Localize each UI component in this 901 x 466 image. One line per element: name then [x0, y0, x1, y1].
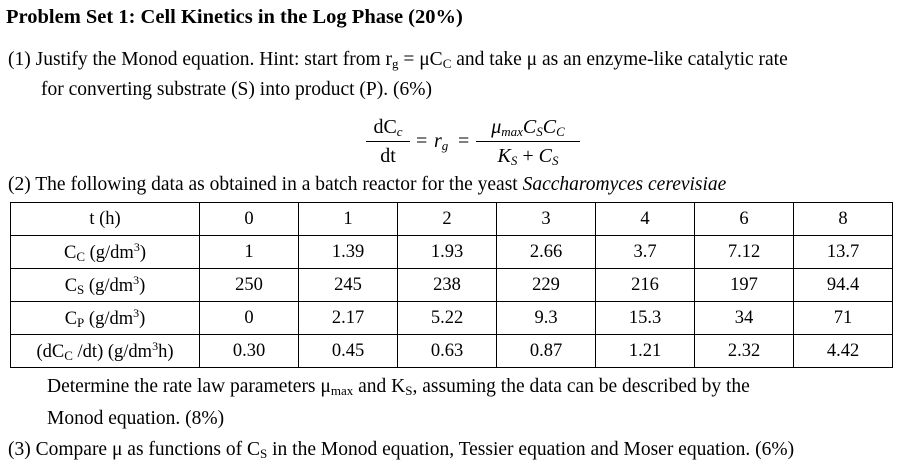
table-cell: 13.7 [794, 236, 893, 269]
table-row [11, 203, 893, 236]
table-cell: 0 [200, 203, 299, 236]
table-cell: 0.45 [299, 335, 398, 368]
equals-sign: = [416, 130, 428, 152]
table-cell: 6 [695, 203, 794, 236]
equals-sign: = [458, 130, 470, 152]
table-cell: 15.3 [596, 302, 695, 335]
table-cell: 250 [200, 269, 299, 302]
row-label: $C_C$ $(g/dm^3)$ [11, 236, 200, 269]
table-cell: 1.21 [596, 335, 695, 368]
table-cell: 1.93 [398, 236, 497, 269]
table-cell: 0.63 [398, 335, 497, 368]
page-title: Problem Set 1: Cell Kinetics in the Log Phase (20%) [6, 6, 463, 28]
table-cell: 0 [200, 302, 299, 335]
table-cell: 2.32 [695, 335, 794, 368]
table-cell: 34 [695, 302, 794, 335]
table-cell: 1.39 [299, 236, 398, 269]
table-cell: 197 [695, 269, 794, 302]
part2-question-line1: Determine the rate law parameters $\mu_{max}$ and $K_S$, assuming the data can be described by the [47, 376, 750, 398]
row-label: $C_S$ $(g/dm^3)$ [11, 269, 200, 302]
part2-intro: (2) The following data as obtained in a batch reactor for the yeast Saccharomyces cerevisiae [8, 174, 727, 195]
table-cell: 4.42 [794, 335, 893, 368]
table-cell: 216 [596, 269, 695, 302]
table-cell: 1 [200, 236, 299, 269]
row-label: ($dC_C$ /dt) $(g/dm^3h)$ [11, 335, 200, 368]
table-cell: 0.30 [200, 335, 299, 368]
table-cell: 9.3 [497, 302, 596, 335]
table-cell: 71 [794, 302, 893, 335]
table-cell: 2 [398, 203, 497, 236]
table-cell: 238 [398, 269, 497, 302]
part1-line1: (1) Justify the Monod equation. Hint: start from $r_g = \mu C_C$ and take μ as an enzyme-like catalytic rate [8, 49, 788, 71]
part1-line2: for converting substrate (S) into product (P). (6%) [41, 79, 432, 100]
table-cell: 0.87 [497, 335, 596, 368]
table-row [11, 236, 893, 269]
monod-equation: $dC_c$ dt = $r_g$ = $\mu_{max}C_SC_C$ $K_S + C_S$ [0, 115, 901, 170]
table-cell: 5.22 [398, 302, 497, 335]
table-row [11, 269, 893, 302]
growth-rate-symbol: $r_g$ [434, 130, 449, 153]
row-label: t (h) [11, 203, 200, 236]
table-cell: 229 [497, 269, 596, 302]
table-cell: 245 [299, 269, 398, 302]
table-cell: 4 [596, 203, 695, 236]
table-row [11, 335, 893, 368]
table-row [11, 302, 893, 335]
table-cell: 94.4 [794, 269, 893, 302]
row-label: $C_P$ $(g/dm^3)$ [11, 302, 200, 335]
part2-question-line2: Monod equation. (8%) [47, 408, 225, 429]
table-cell: 3 [497, 203, 596, 236]
table-cell: 3.7 [596, 236, 695, 269]
table-cell: 2.17 [299, 302, 398, 335]
part3-text: (3) Compare μ as functions of $C_S$ in the Monod equation, Tessier equation and Moser equation. (6%) [8, 439, 795, 461]
table-cell: 2.66 [497, 236, 596, 269]
table-cell: 8 [794, 203, 893, 236]
table-cell: 7.12 [695, 236, 794, 269]
table-cell: 1 [299, 203, 398, 236]
batch-reactor-data-table [10, 202, 893, 368]
